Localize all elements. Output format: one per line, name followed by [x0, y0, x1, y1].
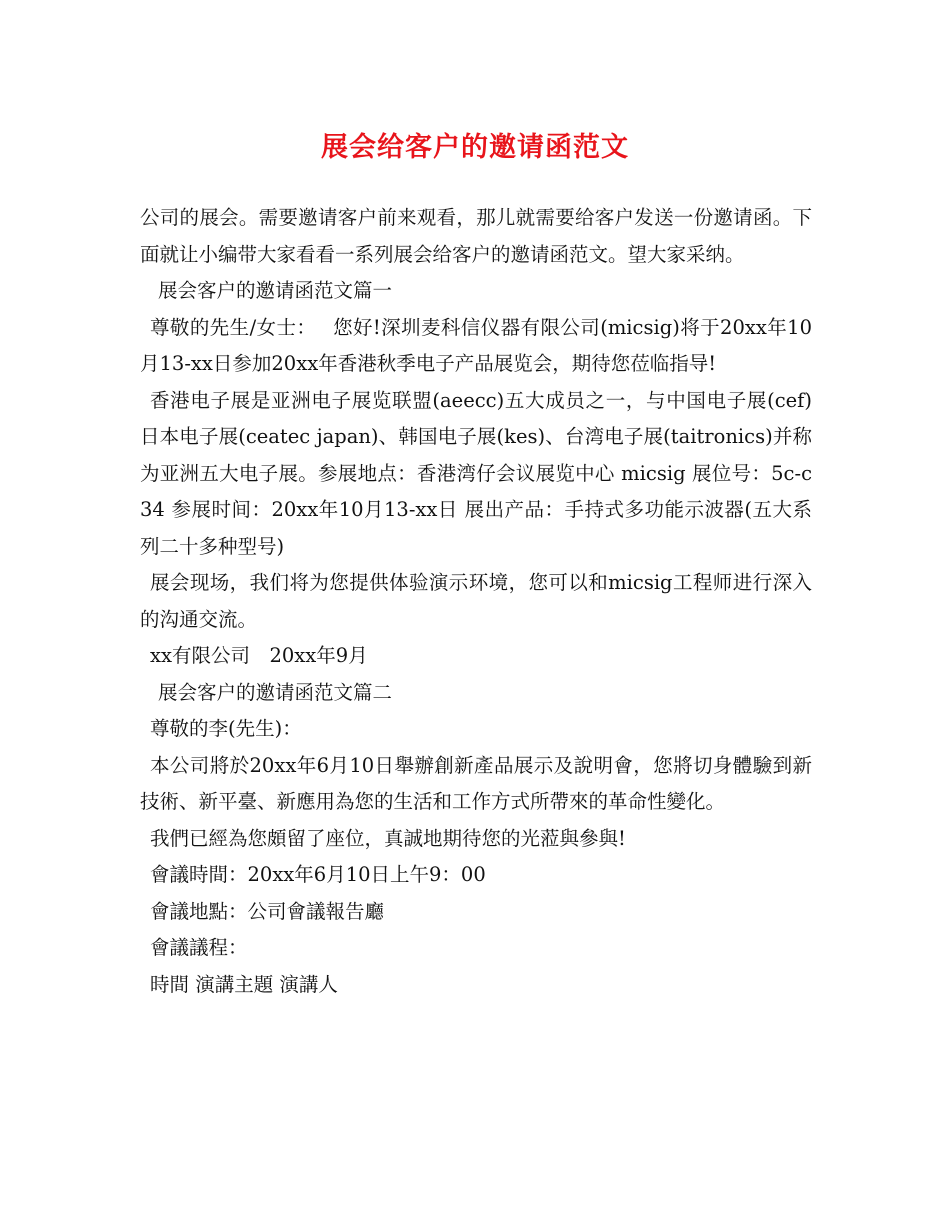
greeting-line-2: 尊敬的李(先生)：	[150, 717, 302, 740]
agenda-header-line: 時間 演講主題 演講人	[150, 972, 338, 996]
document-body	[140, 200, 812, 1003]
meeting-agenda-line: 會議議程：	[150, 936, 248, 959]
meeting-location-line: 會議地點：公司會議報告廳	[150, 899, 385, 923]
intro-paragraph: 公司的展会。需要邀请客户前来观看，那儿就需要给客户发送一份邀请函。下面就让小编带大家看看一系列展会给客户的邀请函范文。望大家采纳。	[140, 206, 812, 266]
signature-line: xx有限公司 20xx年9月	[150, 644, 368, 667]
exhibition-info-paragraph: 香港电子展是亚洲电子展览联盟(aeecc)五大成员之一，与中国电子展(cef)日本电子展(ceatec japan)、韩国电子展(kes)、台湾电子展(taitronics)并称为亚洲五大电子展。参展地点：香港湾仔会议展览中心 micsig 展位号：5c-c34 参展时间：20xx年10月13-xx日 展出产品：手持式多功能示波器(五大系列二十多种型号)	[140, 388, 812, 558]
event-announcement-paragraph: 本公司將於20xx年6月10日舉辦創新產品展示及說明會，您將切身體驗到新技術、新平臺、新應用為您的生活和工作方式所帶來的革命性變化。	[140, 753, 812, 813]
section-heading-1: 展会客户的邀请函范文篇一	[158, 279, 393, 302]
onsite-paragraph: 展会现场，我们将为您提供体验演示环境，您可以和micsig工程师进行深入的沟通交流。	[140, 571, 812, 631]
document-title: 展会给客户的邀请函范文	[321, 132, 629, 163]
seat-reserved-paragraph: 我們已經為您頗留了座位，真誠地期待您的光蒞與參與!	[150, 826, 626, 850]
meeting-time-line: 會議時間：20xx年6月10日上午9：00	[150, 863, 486, 886]
section-heading-2: 展会客户的邀请函范文篇二	[158, 680, 393, 704]
greeting-paragraph-1: 尊敬的先生/女士： 您好!深圳麦科信仪器有限公司(micsig)将于20xx年10月13-xx日参加20xx年香港秋季电子产品展览会，期待您莅临指导!	[140, 315, 812, 375]
